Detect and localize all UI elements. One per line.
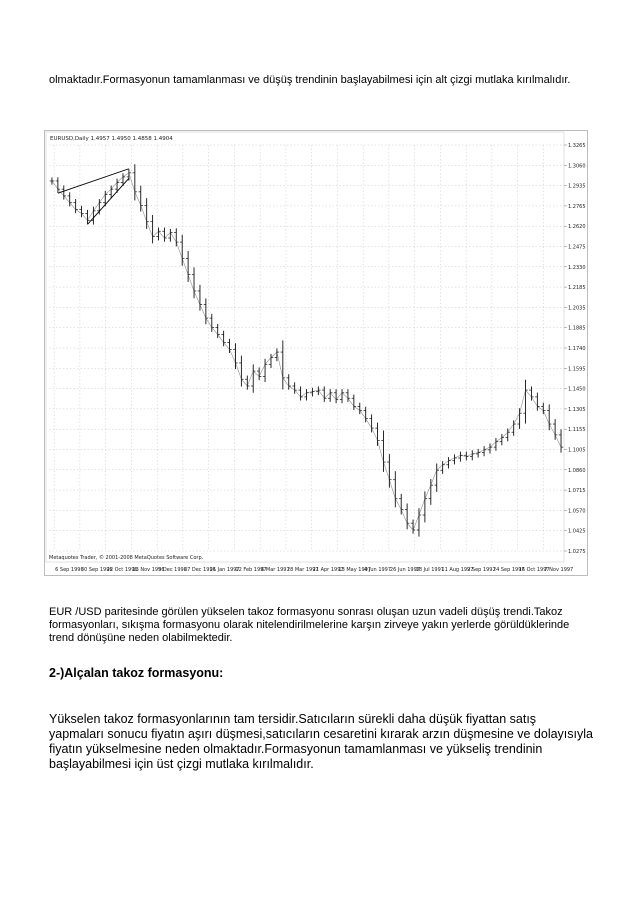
x-tick-label: 11 Aug 1997 (441, 567, 474, 573)
intro-paragraph: olmaktadır.Formasyonun tamamlanması ve düşüş trendinin başlayabilmesi için alt çizgi mutlaka kırılmalıdır. (49, 74, 571, 86)
y-tick-label: 1.1885 (568, 325, 586, 332)
y-tick-label: 1.0425 (568, 528, 586, 535)
x-tick-label: 27 Dec 1996 (183, 567, 216, 573)
section-heading: 2-)Alçalan takoz formasyonu: (49, 666, 224, 680)
y-tick-label: 1.2475 (568, 244, 586, 251)
x-tick-label: 24 Sep 1997 (492, 567, 525, 573)
y-tick-label: 1.3265 (568, 143, 586, 149)
y-tick-label: 1.2765 (568, 203, 586, 210)
y-tick-label: 1.1155 (568, 427, 586, 434)
eurusd-chart-figure (44, 130, 588, 576)
x-tick-label: 6 Mar 1997 (261, 567, 290, 573)
y-tick-label: 1.0860 (568, 467, 586, 474)
chart-footer: Metaquotes Trader, © 2001-2008 MetaQuotes Software Corp. (49, 555, 204, 561)
x-tick-label: 12 Feb 1997 (235, 567, 267, 573)
y-tick-label: 1.2935 (568, 183, 586, 190)
y-tick-label: 1.0715 (568, 488, 586, 495)
chart-caption: EUR /USD paritesinde görülen yükselen takoz formasyonu sonrası oluşan uzun vadeli düşüş trendi.Takoz formasyonları, sıkışma formasyonu olarak nitelendirilmelerine karşın zirveye yakın yerlerde görüldüklerinde trend dönüşüne neden olabilmektedir. (49, 606, 570, 644)
y-tick-label: 1.1740 (568, 346, 586, 352)
x-tick-label: 7 Nov 1997 (544, 567, 574, 573)
y-tick-label: 1.1005 (568, 447, 586, 454)
y-tick-label: 1.3060 (568, 163, 586, 170)
y-tick-label: 1.1595 (568, 366, 586, 373)
x-tick-label: 16 Oct 1997 (518, 567, 550, 573)
x-tick-label: 18 Jul 1997 (415, 567, 444, 573)
y-tick-label: 1.0570 (568, 508, 586, 515)
x-tick-label: 21 Apr 1997 (312, 567, 344, 573)
x-tick-label: 6 Sep 1996 (55, 567, 84, 573)
x-tick-label: 13 Nov 1996 (132, 567, 165, 573)
y-tick-label: 1.2035 (568, 305, 586, 312)
body-paragraph: Yükselen takoz formasyonlarının tam tersidir.Satıcıların sürekli daha düşük fiyattan satış yapmaları sonucu fiyatın aşırı düşmesi,satıcıların cesaretini kırarak arzın düşmesine ve dolayısıyla fiyatın yükselmesine neden olmaktadır.Formasyonun tamamlanması ve yükseliş trendinin başlayabilmesi için üst çizgi mutlaka kırılmalıdır. (49, 712, 593, 771)
eurusd-price-chart (45, 131, 587, 575)
y-tick-label: 1.2185 (568, 285, 586, 292)
chart-title: EURUSD,Daily 1.4957 1.4950 1.4858 1.4904 (50, 136, 173, 142)
chart-plot-area (46, 132, 564, 562)
x-tick-label: 22 Oct 1996 (106, 567, 138, 573)
x-tick-label: 26 Jun 1997 (389, 567, 420, 573)
x-tick-label: 5 Dec 1996 (158, 567, 187, 573)
y-tick-label: 1.1450 (568, 386, 586, 393)
y-tick-label: 1.2330 (568, 264, 586, 271)
x-tick-label: 21 Jan 1997 (209, 567, 240, 573)
y-tick-label: 1.0275 (568, 549, 586, 555)
x-tick-label: 13 May 1997 (338, 567, 372, 573)
y-tick-label: 1.2620 (568, 224, 586, 231)
x-tick-label: 2 Sep 1997 (467, 567, 496, 573)
y-tick-label: 1.1305 (568, 406, 586, 413)
x-tick-label: 4 Jun 1997 (364, 567, 392, 573)
x-tick-label: 28 Mar 1997 (286, 567, 319, 573)
x-tick-label: 30 Sep 1996 (80, 567, 113, 573)
